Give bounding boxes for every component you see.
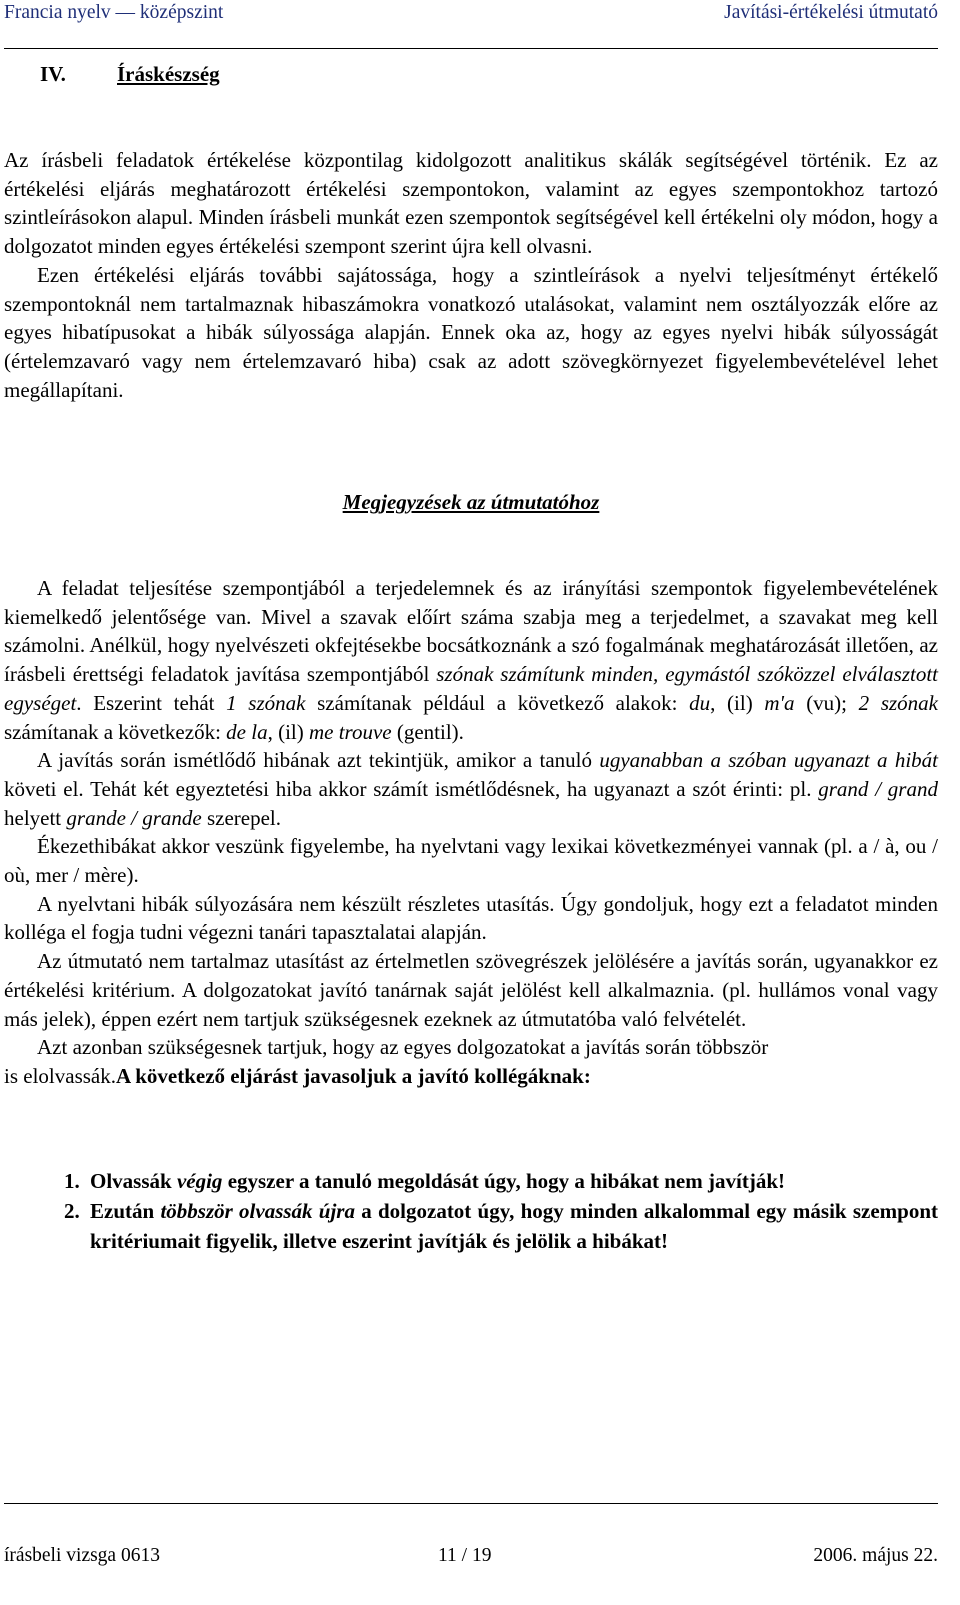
intro-paragraph-1: Az írásbeli feladatok értékelése központilag kidolgozott analitikus skálák segítségével történik. Ez az értékelési eljárás meghatározott értékelési szempontokon, valamint az egyes szempontokhoz tartozó szintleírásokon alapul. Minden írásbeli munkát ezen szempontok segítségével kell értékelni oly módon, hogy a dolgozatot minden egyes értékelési szempont szerint újra kell olvasni. [4,148,938,259]
intro-text [4,146,938,404]
footer-page-number: 11 / 19 [438,1545,492,1566]
header-rule [4,48,938,49]
footer-rule [4,1503,938,1504]
notes-paragraph-4: A nyelvtani hibák súlyozására nem készült részletes utasítás. Úgy gondoljuk, hogy ezt a feladatot minden kolléga el fogja tudni végezni tanári tapasztalatai alapján. [4,891,938,945]
section-number: IV. [40,62,66,86]
procedure-step: 1. Olvassák végig egyszer a tanuló megoldását úgy, hogy a hibákat nem javítják! [64,1169,785,1193]
page-footer [4,1545,938,1571]
procedure-step: 2. Ezután többször olvassák újra a dolgozatot úgy, hogy minden alkalommal egy másik szempont kritériumait figyelik, illetve eszerint javítják és jelölik a hibákat! [64,1199,938,1253]
page-header [4,2,938,28]
notes-paragraph-6: Azt azonban szükségesnek tartjuk, hogy az egyes dolgozatokat a javítás során többször is elolvassák.A következő eljárást javasoljuk a javító kollégáknak: [4,1035,769,1088]
notes-paragraph-3: Ékezethibákat akkor veszünk figyelembe, ha nyelvtani vagy lexikai következményei vannak (pl. a / à, ou / où, mer / mère). [4,834,938,888]
notes-text [4,574,938,1091]
footer-date: 2006. május 22. [813,1545,938,1566]
notes-paragraph-1: A feladat teljesítése szempontjából a terjedelemnek és az irányítási szempontok figyelembevételének kiemelkedő jelentősége van. Mivel a szavak előírt száma szabja meg a terjedelmet, a szavakat meg kell számolni. Anélkül, hogy nyelvészeti okfejtésekbe bocsátkoznánk a szó fogalmának meghatározását illetően, az írásbeli érettségi feladatok javítása szempontjából szónak számítunk minden, egymástól szóközzel elválasztott egységet. Eszerint tehát 1 szónak számítanak például a következő alakok: du, (il) m'a (vu); 2 szónak számítanak a következők: de la, (il) me trouve (gentil). [4,576,938,744]
document-page [4,0,938,1605]
footer-exam-code: írásbeli vizsga 0613 [4,1545,160,1566]
header-subject: Francia nyelv — középszint [4,2,224,23]
section-title: Íráskészség [117,62,220,86]
notes-paragraph-5: Az útmutató nem tartalmaz utasítást az értelmetlen szövegrészek jelölésére a javítás során, ugyanakkor ez értékelési kritérium. A dolgozatokat javító tanárnak saját jelölést kell alkalmaznia. (pl. hullámos vonal vagy más jelek), éppen ezért nem tartjuk szükségesnek ezeknek az útmutatóba való felvételét. [4,949,938,1031]
intro-paragraph-2: Ezen értékelési eljárás további sajátossága, hogy a szintleírások a nyelvi teljesítményt értékelő szempontoknál nem tartalmaznak hibaszámokra vonatkozó utalásokat, valamint nem osztályozzák előre az egyes hibatípusokat a hibák súlyossága alapján. Ennek oka az, hogy az egyes nyelvi hibák súlyosságát (értelemzavaró vagy nem értelemzavaró hiba) csak az adott szövegkörnyezet figyelembevételével lehet megállapítani. [4,262,938,402]
procedure-steps [64,1166,938,1256]
notes-paragraph-2: A javítás során ismétlődő hibának azt tekintjük, amikor a tanuló ugyanabban a szóban ugyanazt a hibát követi el. Tehát két egyeztetési hiba akkor számít ismétlődésnek, ha ugyanazt a szót érinti: pl. grand / grand helyett grande / grande szerepel. [4,748,939,830]
section-heading [40,62,220,87]
notes-title: Megjegyzések az útmutatóhoz [342,490,600,514]
header-doc-type: Javítási-értékelési útmutató [724,2,938,23]
